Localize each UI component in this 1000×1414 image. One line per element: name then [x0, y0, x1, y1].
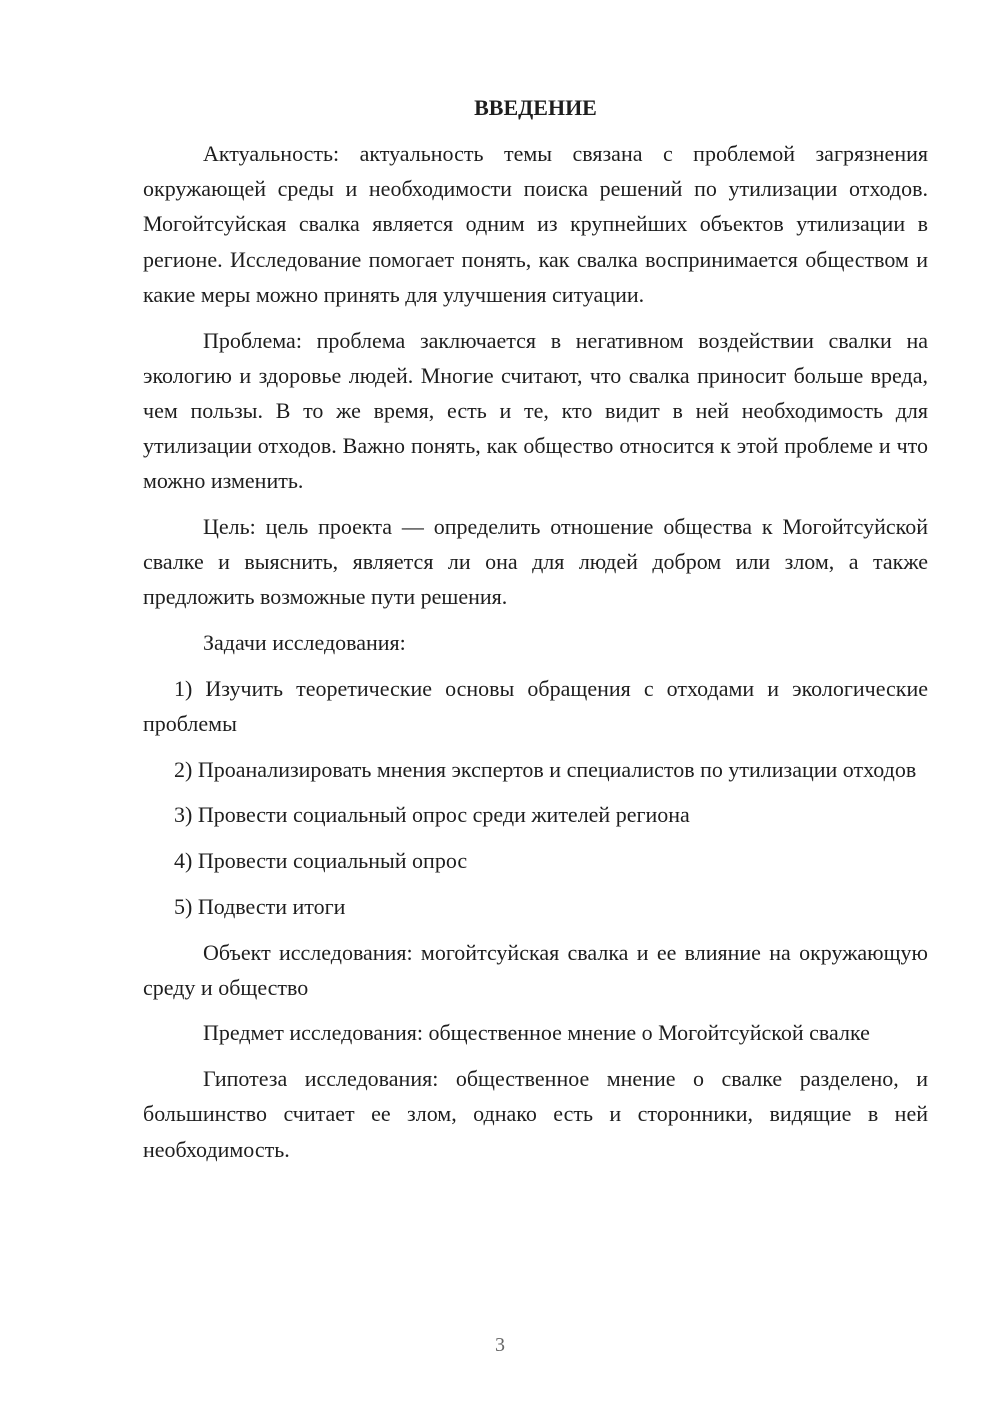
paragraph-hypothesis: Гипотеза исследования: общественное мнение о свалке разделено, и большинство считает ее злом, однако есть и сторонники, видящие в ней необходимость.	[143, 1066, 928, 1162]
paragraph-goal: Цель: цель проекта — определить отношение общества к Могойтсуйской свалке и выяснить, является ли она для людей добром или злом, а также предложить возможные пути решения.	[143, 514, 928, 610]
list-item: 4) Провести социальный опрос	[174, 848, 468, 874]
paragraph-tasks-heading: Задачи исследования:	[203, 630, 406, 656]
document-page	[143, 95, 928, 1177]
paragraph-relevance: Актуальность: актуальность темы связана с проблемой загрязнения окружающей среды и необходимости поиска решений по утилизации отходов. Могойтсуйская свалка является одним из крупнейших объектов утилизации в регионе. Исследование помогает понять, как свалка воспринимается обществом и какие меры можно принять для улучшения ситуации.	[143, 141, 928, 307]
page-title: ВВЕДЕНИЕ	[474, 95, 597, 120]
paragraph-subject: Предмет исследования: общественное мнение о Могойтсуйской свалке	[203, 1020, 870, 1046]
list-item: 1) Изучить теоретические основы обращения с отходами и экологические проблемы	[143, 675, 928, 737]
list-item: 3) Провести социальный опрос среди жителей региона	[174, 802, 690, 828]
paragraph-object: Объект исследования: могойтсуйская свалка и ее влияние на окружающую среду и общество	[143, 939, 928, 1000]
paragraph-problem: Проблема: проблема заключается в негативном воздействии свалки на экологию и здоровье людей. Многие считают, что свалка приносит больше вреда, чем пользы. В то же время, есть и те, кто видит в ней необходимость для утилизации отходов. Важно понять, как общество относится к этой проблеме и что можно изменить.	[143, 327, 928, 494]
list-item: 2) Проанализировать мнения экспертов и специалистов по утилизации отходов	[174, 756, 917, 782]
list-item: 5) Подвести итоги	[174, 893, 346, 919]
page-number: 3	[495, 1334, 505, 1356]
